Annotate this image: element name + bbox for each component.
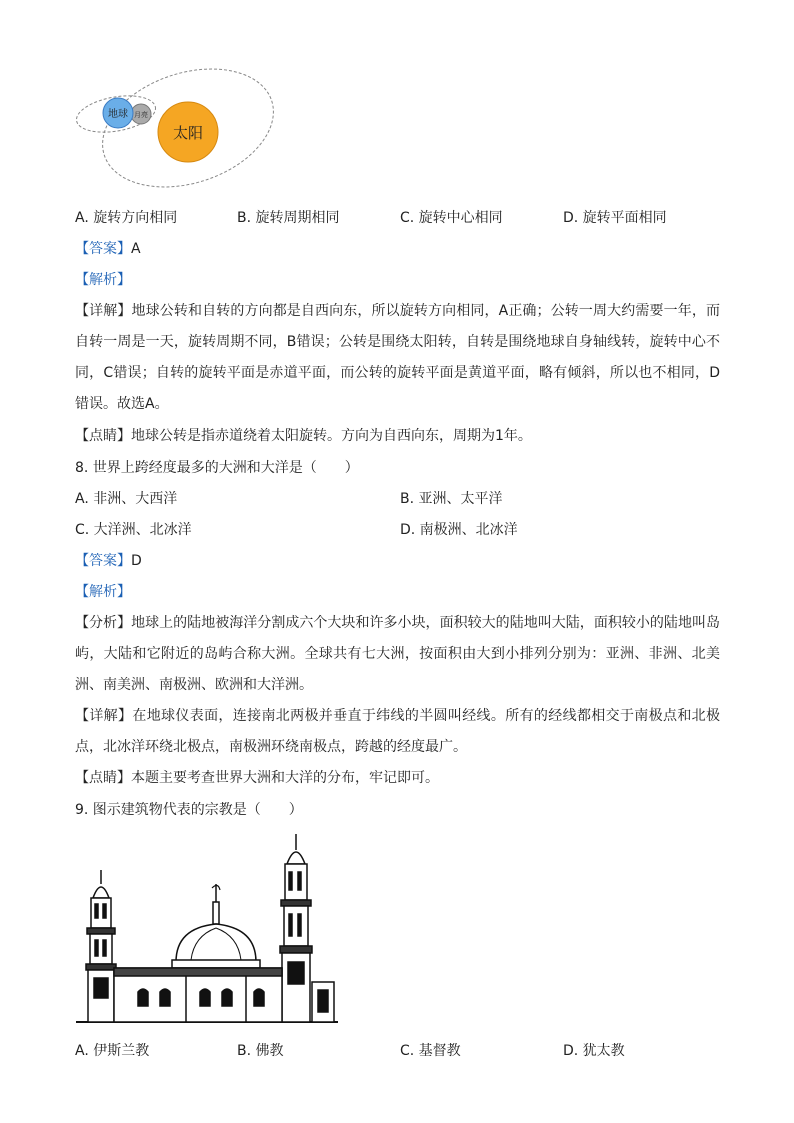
- detail-text: 在地球仪表面，连接南北两极并垂直于纬线的半圆叫经线。所有的经线都相交于南极点和北极点，北冰洋环绕北极点，南极洲环绕南极点，跨越的经度最广。: [75, 708, 721, 755]
- q7-option-d: D. 旋转平面相同: [563, 210, 667, 226]
- answer-tag: 【答案】: [75, 241, 131, 257]
- moon-label: 月亮: [134, 111, 148, 119]
- q7-comment: [75, 426, 532, 446]
- answer-value: D: [131, 553, 142, 569]
- q8-option-d: D. 南极洲、北冰洋: [400, 522, 518, 538]
- comment-text: 地球公转是指赤道绕着太阳旋转。方向为自西向东，周期为1年。: [131, 428, 532, 444]
- detail-text: 地球公转和自转的方向都是自西向东，所以旋转方向相同，A正确；公转一周大约需要一年，而自转一周是一天，旋转周期不同，B错误；公转是围绕太阳转，自转是围绕地球自身轴线转，旋转中心不同，C错误；自转的旋转平面是赤道平面，而公转的旋转平面是黄道平面，略有倾斜，所以也不相同，D错误。故选A。: [75, 303, 720, 412]
- left-minaret: [86, 870, 116, 1022]
- q8-option-a: A. 非洲、大西洋: [75, 491, 178, 507]
- q9-question: 9. 图示建筑物代表的宗教是（ ）: [75, 802, 303, 818]
- analysis-tag: 【分析】: [75, 615, 132, 631]
- answer-value: A: [131, 241, 141, 257]
- q8-option-c: C. 大洋洲、北冰洋: [75, 522, 192, 538]
- earth-sun-orbit-diagram: [70, 62, 285, 194]
- q8-analysis-text: [75, 608, 720, 701]
- q9-option-c: C. 基督教: [400, 1043, 461, 1059]
- earth-label: 地球: [108, 109, 128, 120]
- comment-tag: 【点睛】: [75, 770, 131, 786]
- q7-answer: [75, 239, 141, 259]
- answer-tag: 【答案】: [75, 553, 131, 569]
- q9-option-a: A. 伊斯兰教: [75, 1043, 150, 1059]
- q9-option-d: D. 犹太教: [563, 1043, 625, 1059]
- analysis-body: 地球上的陆地被海洋分割成六个大块和许多小块，面积较大的陆地叫大陆，面积较小的陆地叫岛屿，大陆和它附近的岛屿合称大洲。全球共有七大洲，按面积由大到小排列分别为：亚洲、非洲、北美洲、南美洲、南极洲、欧洲和大洋洲。: [75, 615, 721, 693]
- q7-option-a: A. 旋转方向相同: [75, 210, 178, 226]
- q9-option-b: B. 佛教: [237, 1043, 284, 1059]
- q8-option-b: B. 亚洲、太平洋: [400, 491, 503, 507]
- q8-question: 8. 世界上跨经度最多的大洲和大洋是（ ）: [75, 460, 359, 476]
- q8-detail: [75, 701, 720, 763]
- q7-detail: [75, 296, 720, 420]
- q7-analysis-tag: 【解析】: [75, 272, 131, 288]
- comment-text: 本题主要考查世界大洲和大洋的分布，牢记即可。: [131, 770, 439, 786]
- dome: [172, 884, 260, 968]
- comment-tag: 【点睛】: [75, 428, 131, 444]
- mosque-illustration: [76, 832, 342, 1028]
- detail-tag: 【详解】: [75, 303, 132, 319]
- detail-tag: 【详解】: [75, 708, 133, 724]
- q8-answer: [75, 551, 142, 571]
- q7-option-b: B. 旋转周期相同: [237, 210, 340, 226]
- right-minaret: [280, 834, 312, 1022]
- q8-analysis-tag: 【解析】: [75, 584, 131, 600]
- sun-label: 太阳: [172, 124, 204, 142]
- q8-comment: [75, 768, 439, 788]
- q7-option-c: C. 旋转中心相同: [400, 210, 503, 226]
